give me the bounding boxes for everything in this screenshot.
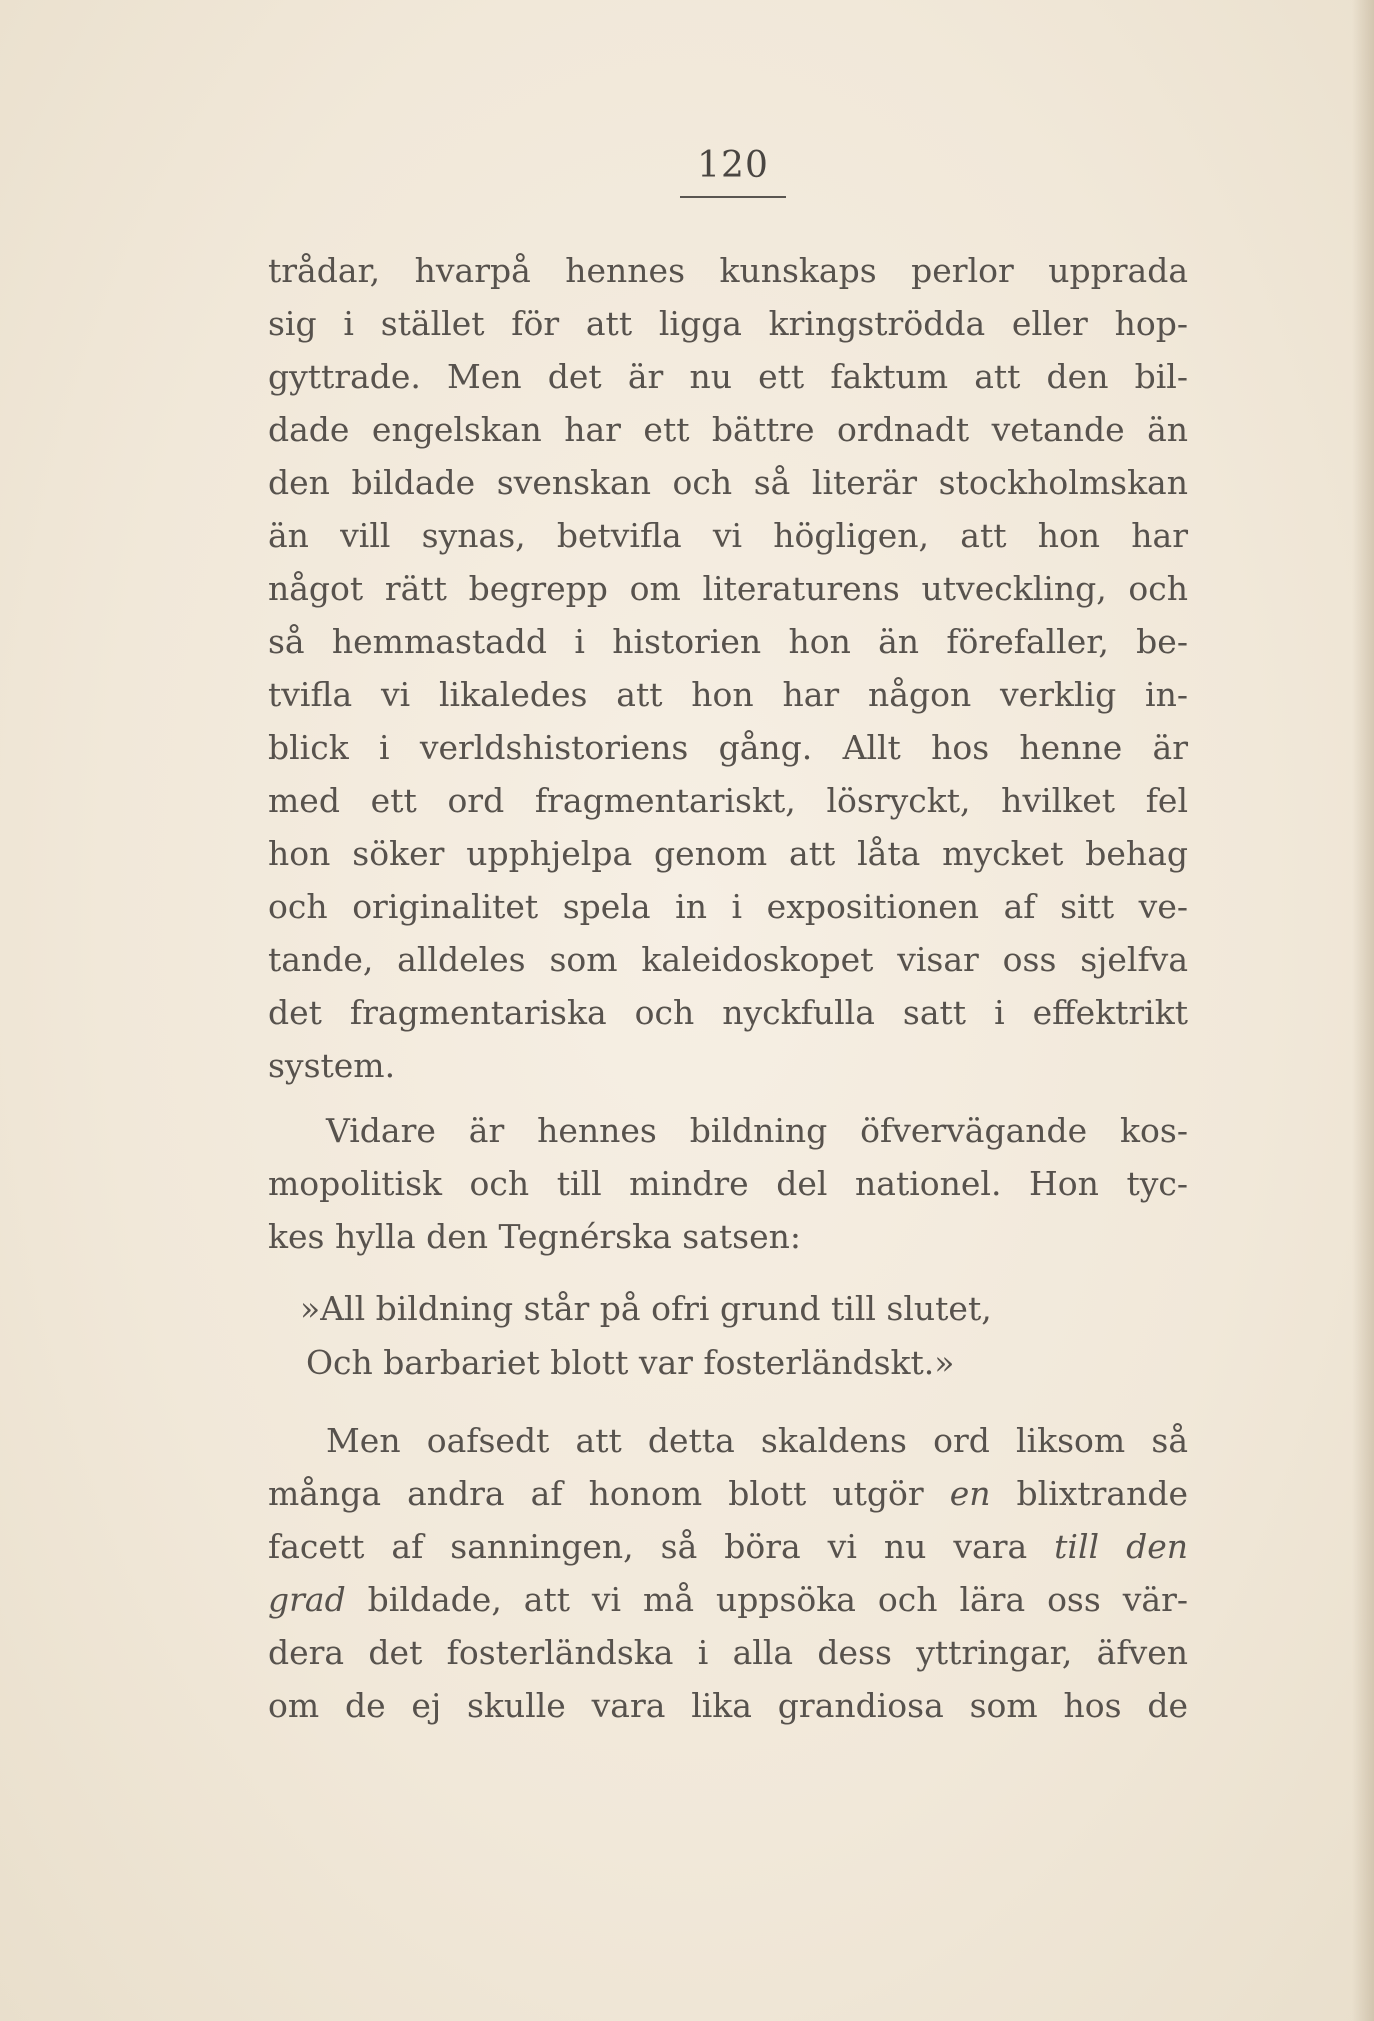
text-line: hon söker upphjelpa genom att låta mycket behag — [268, 834, 1188, 873]
text-line — [268, 1467, 1188, 1520]
text-line: så hemmastadd i historien hon än förefaller, be- — [268, 622, 1188, 661]
text-line: om de ej skulle vara lika grandiosa som hos de — [268, 1686, 1188, 1725]
text-run: bildade, att vi må uppsöka och lära oss vär- — [345, 1580, 1188, 1619]
text-run: många andra af honom blott utgör — [268, 1474, 950, 1513]
text-line: system. — [268, 1046, 396, 1085]
text-line: Vidare är hennes bildning öfvervägande kos- — [326, 1111, 1188, 1150]
text-line: dera det fosterländska i alla dess yttringar, äfven — [268, 1633, 1188, 1672]
text-line: den bildade svenskan och så literär stockholmskan — [268, 463, 1188, 502]
text-line: sig i stället för att ligga kringströdda eller hop- — [268, 304, 1188, 343]
text-line: än vill synas, betvifla vi högligen, att hon har — [268, 516, 1188, 555]
text-line: blick i verldshistoriens gång. Allt hos henne är — [268, 728, 1188, 767]
text-line: trådar, hvarpå hennes kunskaps perlor upprada — [268, 251, 1188, 290]
verse-quotation — [300, 1282, 1140, 1390]
verse-line: Och barbariet blott var fosterländskt.» — [306, 1343, 955, 1382]
italic-emphasis: grad — [268, 1580, 346, 1619]
text-line: mopolitisk och till mindre del nationel. Hon tyc- — [268, 1164, 1188, 1203]
text-line: Men oafsedt att detta skaldens ord liksom så — [326, 1421, 1188, 1460]
text-line: dade engelskan har ett bättre ordnadt vetande än — [268, 410, 1188, 449]
text-line: och originalitet spela in i expositionen af sitt ve- — [268, 887, 1188, 926]
text-line: det fragmentariska och nyckfulla satt i effektrikt — [268, 993, 1188, 1032]
page-number: 120 — [697, 145, 769, 186]
italic-emphasis: till den — [1054, 1527, 1188, 1566]
page-number-rule — [680, 196, 786, 198]
paragraph-3 — [268, 1414, 1188, 1732]
text-line: gyttrade. Men det är nu ett faktum att den bil- — [268, 357, 1188, 396]
text-line: tande, alldeles som kaleidoskopet visar oss sjelfva — [268, 940, 1188, 979]
text-run: facett af sanningen, så böra vi nu vara — [268, 1527, 1055, 1566]
text-line: kes hylla den Tegnérska satsen: — [268, 1217, 801, 1256]
paragraph-1 — [268, 244, 1188, 1092]
italic-emphasis: en — [949, 1474, 991, 1513]
text-line — [268, 1520, 1188, 1573]
text-line — [268, 1573, 1188, 1626]
text-line: något rätt begrepp om literaturens utveckling, och — [268, 569, 1188, 608]
paragraph-2 — [268, 1104, 1188, 1263]
page-edge-shadow — [1352, 0, 1374, 2021]
text-run: blixtrande — [990, 1474, 1189, 1513]
verse-line: »All bildning står på ofri grund till slutet, — [300, 1289, 992, 1328]
text-line: tvifla vi likaledes att hon har någon verklig in- — [268, 675, 1188, 714]
text-line: med ett ord fragmentariskt, lösryckt, hvilket fel — [268, 781, 1188, 820]
